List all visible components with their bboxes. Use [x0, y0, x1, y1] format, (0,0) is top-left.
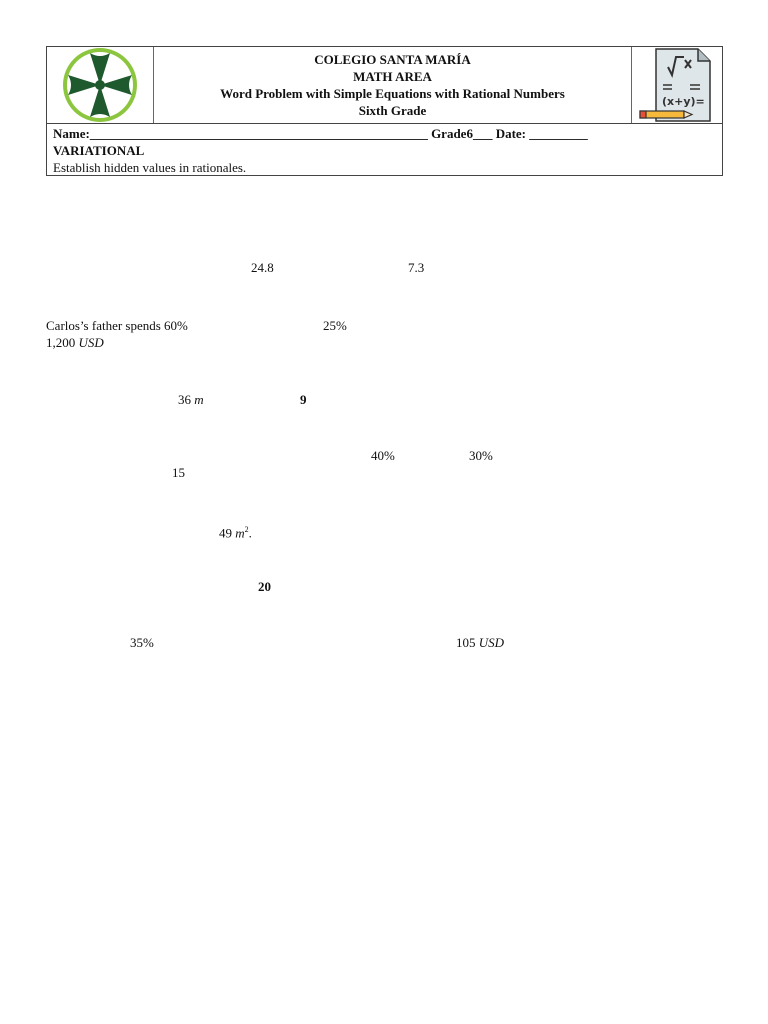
value-49-m2: [219, 521, 252, 541]
problem-carlos-father: Carlos’s father spends 60%: [46, 318, 188, 333]
grade-label: Sixth Grade: [358, 103, 427, 118]
value-40-percent: 40%: [371, 448, 395, 463]
amount-number: 1,200: [46, 335, 79, 350]
svg-text:(x+y)=: (x+y)=: [662, 95, 705, 108]
value-105-usd: [456, 634, 504, 651]
green-cross-logo-icon: [60, 45, 140, 125]
worksheet-topic: Word Problem with Simple Equations with Rational Numbers: [220, 86, 565, 101]
value-30-percent: 30%: [469, 448, 493, 463]
currency-unit: USD: [78, 335, 104, 350]
value-1200-usd: [46, 334, 104, 351]
value-20: 20: [258, 579, 271, 594]
area-exponent: 2: [244, 525, 249, 534]
value-7-3: 7.3: [408, 260, 425, 275]
worksheet-type: VARIATIONAL: [53, 143, 145, 158]
worksheet-header: [46, 46, 723, 124]
area-unit: m: [235, 525, 245, 541]
length-number: 36: [178, 392, 195, 407]
length-unit: m: [194, 392, 204, 407]
logo-cell: [47, 47, 154, 123]
price-number: 105: [456, 635, 479, 650]
name-grade-date-line: Name:____________________________________________________ Grade6___ Date: _________: [53, 126, 588, 141]
math-worksheet-icon: [638, 47, 716, 123]
instruction-text: Establish hidden values in rationales.: [53, 160, 247, 175]
value-35-percent: 35%: [130, 635, 154, 650]
school-name: COLEGIO SANTA MARÍA: [314, 52, 471, 67]
area-name: MATH AREA: [353, 69, 432, 84]
value-9: 9: [300, 392, 307, 407]
value-15: 15: [172, 465, 185, 480]
area-period: .: [248, 525, 252, 541]
value-24-8: 24.8: [251, 260, 274, 275]
value-36-m: [178, 391, 204, 408]
student-info-box: [46, 124, 723, 176]
header-title-block: [154, 47, 631, 123]
area-number: 49: [219, 525, 236, 541]
math-icon-cell: [631, 47, 722, 123]
value-25-percent: 25%: [323, 318, 347, 333]
price-currency: USD: [478, 635, 505, 650]
